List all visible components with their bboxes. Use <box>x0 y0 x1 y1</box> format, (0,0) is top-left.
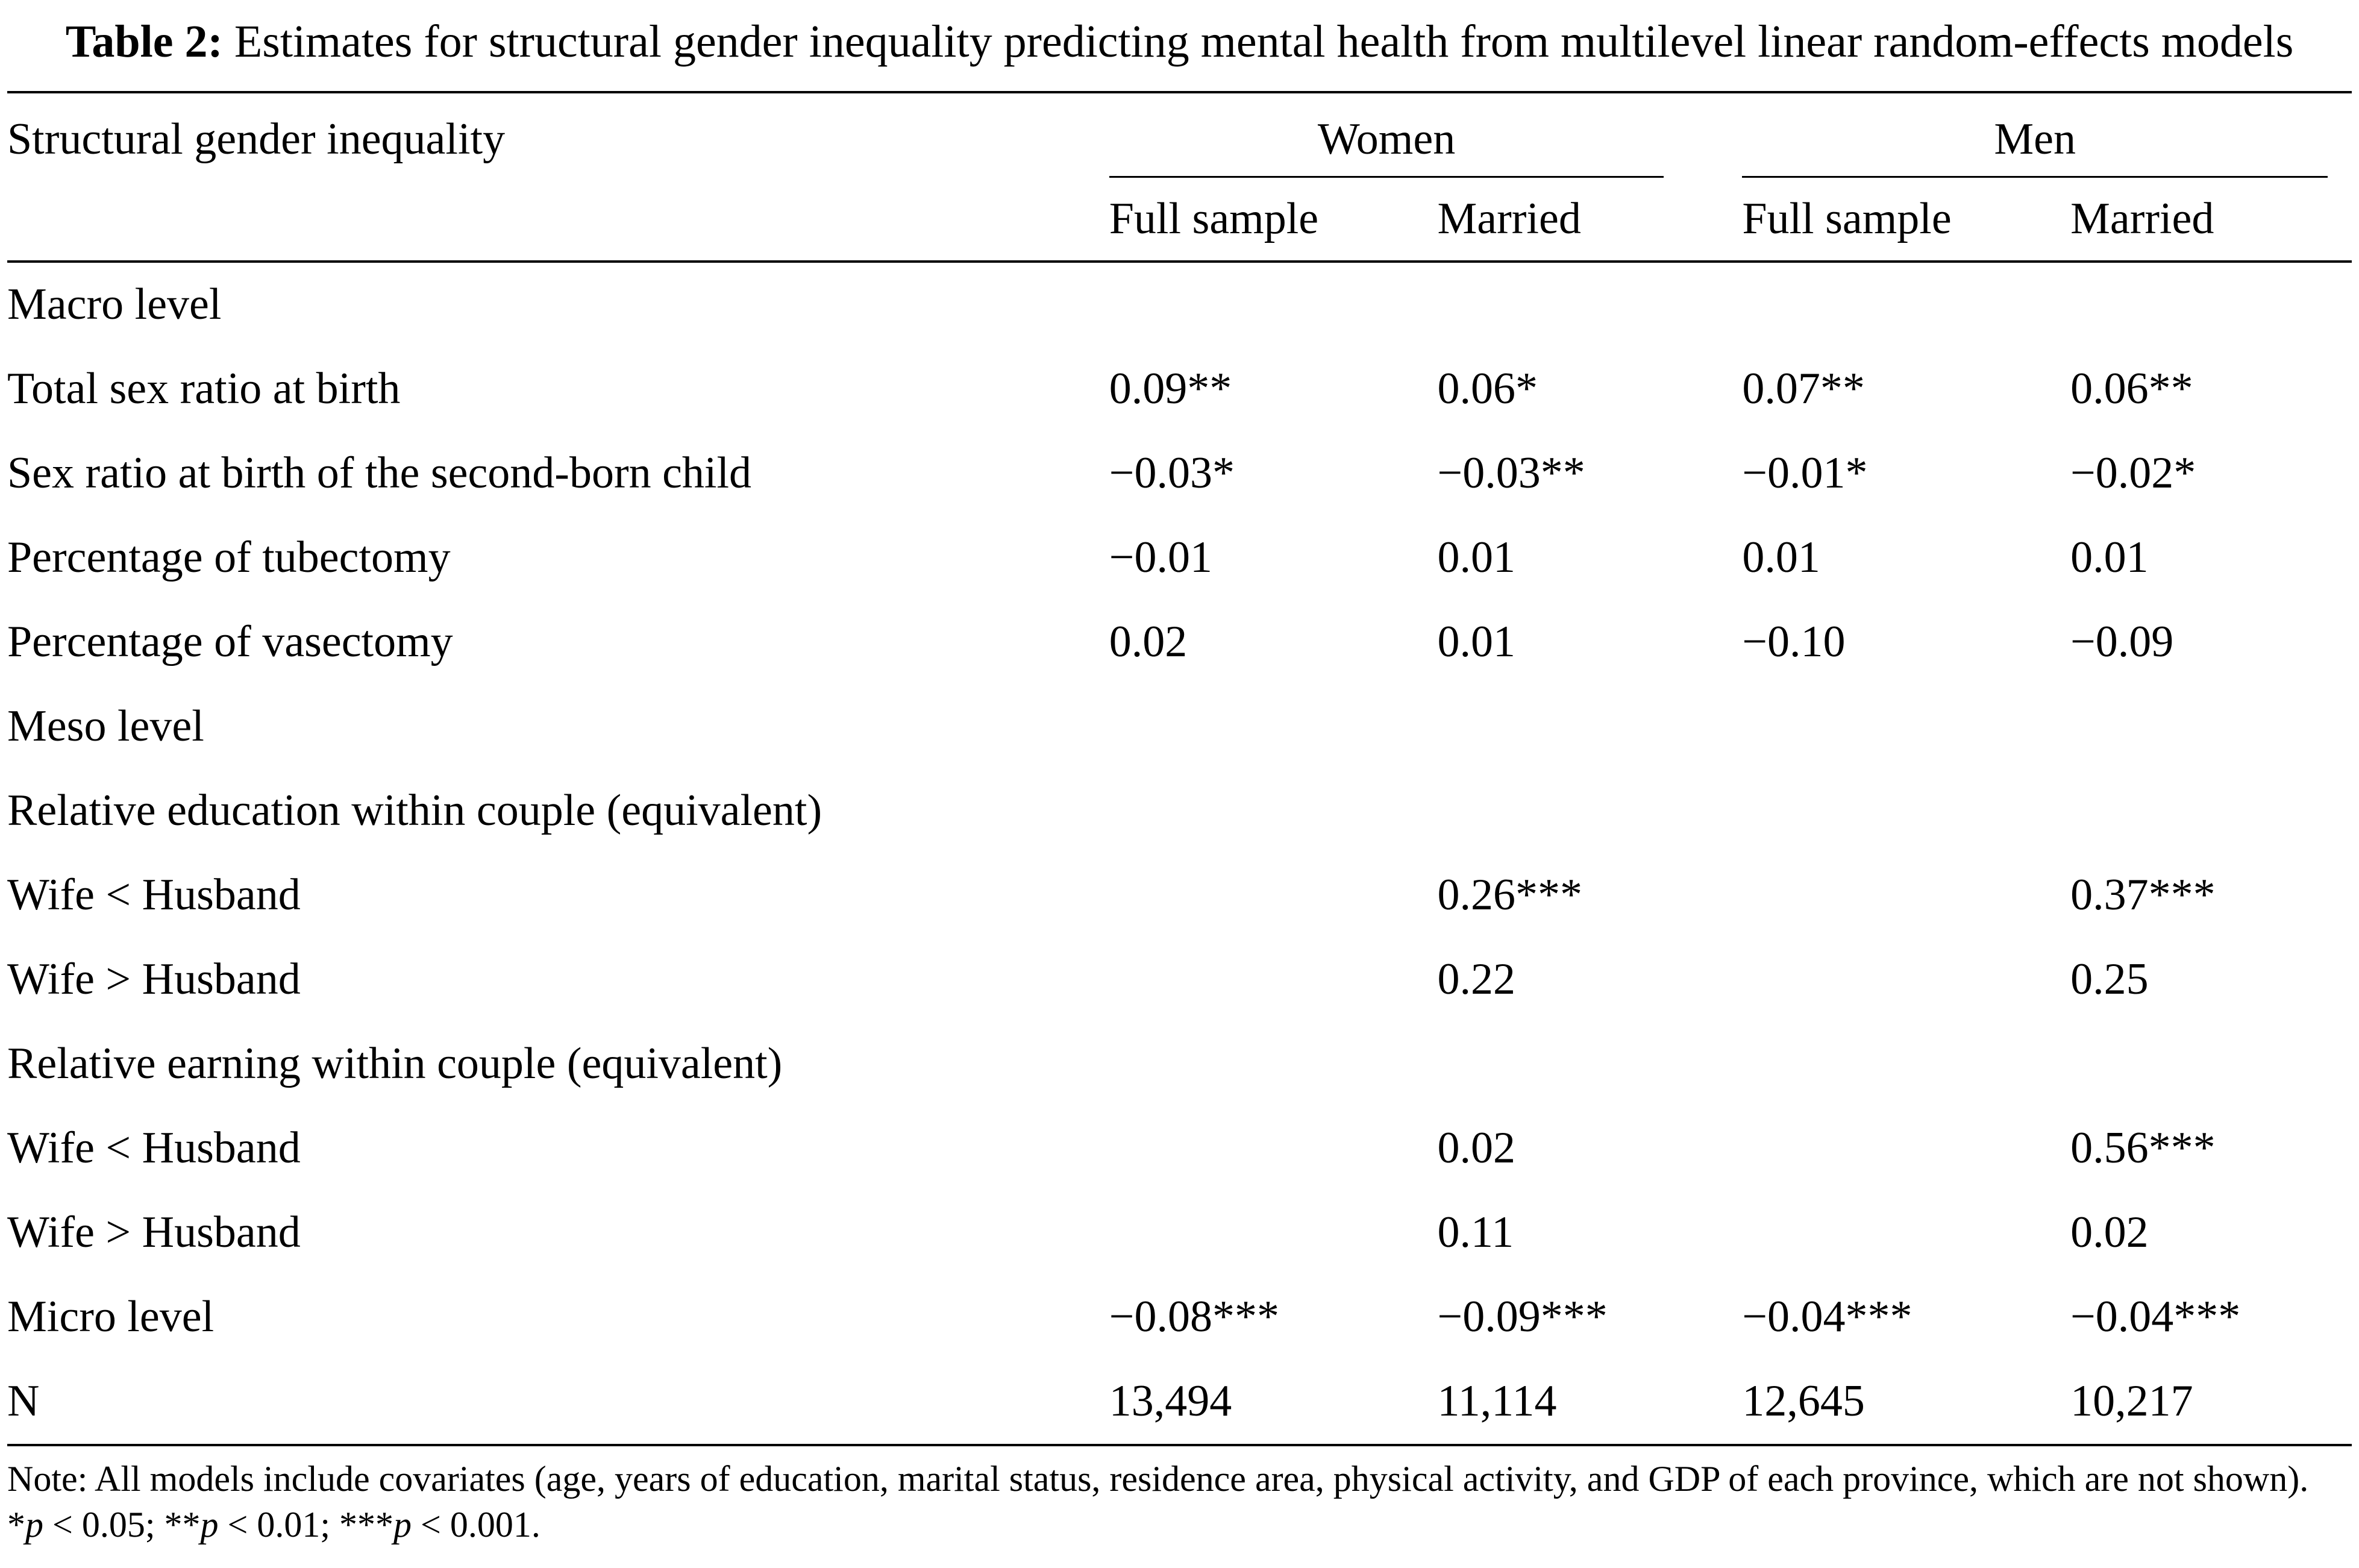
table-title-label: Table 2: <box>65 16 223 67</box>
row-label: Meso level <box>7 701 204 751</box>
cell-men-full: −0.10 <box>1742 616 1846 666</box>
row-label: Wife < Husband <box>7 1123 301 1173</box>
group-header-women: Women <box>1109 114 1664 178</box>
table-row <box>7 938 2352 1022</box>
cell-men-full: 0.07** <box>1742 363 1865 413</box>
cell-men-married: 0.06** <box>2070 363 2193 413</box>
table-row <box>7 347 2352 431</box>
cell-women-full <box>1109 1191 1438 1275</box>
row-label: Total sex ratio at birth <box>7 363 401 413</box>
row-label: Relative earning within couple (equivalent) <box>7 1038 783 1088</box>
cell-men-full <box>1742 1106 2070 1191</box>
cell-women-full <box>1109 1022 1438 1106</box>
cell-women-married <box>1438 1022 1743 1106</box>
group-header-row <box>7 92 2352 178</box>
group-header-men-cell <box>1742 92 2352 178</box>
cell-men-married <box>2070 685 2352 769</box>
row-label: Wife > Husband <box>7 954 301 1004</box>
cell-men-married: −0.02* <box>2070 448 2196 498</box>
group-header-women-cell <box>1109 92 1743 178</box>
cell-women-full <box>1109 262 1438 347</box>
cell-men-married: 0.37*** <box>2070 870 2216 920</box>
col-header-men-married: Married <box>2070 178 2352 262</box>
cell-women-married: 0.01 <box>1437 616 1515 666</box>
cell-men-married: −0.04*** <box>2070 1291 2241 1341</box>
cell-women-full: −0.03* <box>1109 448 1235 498</box>
table-row <box>7 1022 2352 1106</box>
note-sig3-stars: *** <box>339 1505 394 1545</box>
cell-men-married: 0.01 <box>2070 532 2149 582</box>
cell-women-married: 0.06* <box>1437 363 1538 413</box>
note-sig3-p: p <box>393 1505 412 1545</box>
cell-women-full: 0.02 <box>1109 616 1188 666</box>
table-row <box>7 1191 2352 1275</box>
row-label: Wife < Husband <box>7 870 301 920</box>
cell-women-married: −0.09*** <box>1437 1291 1608 1341</box>
note-sig2-threshold: < 0.01; <box>218 1505 340 1545</box>
table-title-text: Estimates for structural gender inequality predicting mental health from multilevel linear random-effects models <box>222 16 2294 67</box>
cell-men-married: 0.25 <box>2070 954 2149 1004</box>
cell-men-full: −0.04*** <box>1742 1291 1913 1341</box>
table-row <box>7 769 2352 853</box>
cell-women-married: 0.22 <box>1437 954 1515 1004</box>
table-title <box>59 11 2301 73</box>
note-sig1-threshold: < 0.05; <box>43 1505 164 1545</box>
cell-women-full <box>1109 853 1438 938</box>
cell-men-married <box>2070 769 2352 853</box>
cell-men-full <box>1742 853 2070 938</box>
cell-men-full <box>1742 938 2070 1022</box>
row-label: Micro level <box>7 1291 215 1341</box>
cell-women-full: −0.08*** <box>1109 1291 1279 1341</box>
row-label: Percentage of vasectomy <box>7 616 453 666</box>
cell-men-full <box>1742 685 2070 769</box>
col-header-women-married: Married <box>1438 178 1743 262</box>
cell-women-married: 0.02 <box>1437 1123 1515 1173</box>
cell-men-full <box>1742 1191 2070 1275</box>
cell-women-married: 0.26*** <box>1437 870 1582 920</box>
table-row <box>7 600 2352 685</box>
table-row <box>7 1359 2352 1445</box>
cell-women-full <box>1109 1106 1438 1191</box>
row-label: Macro level <box>7 279 222 329</box>
cell-men-full: −0.01* <box>1742 448 1868 498</box>
results-table <box>7 91 2352 1446</box>
table-row <box>7 516 2352 600</box>
row-label: N <box>7 1359 1109 1445</box>
cell-women-married <box>1438 262 1743 347</box>
cell-men-married <box>2070 1022 2352 1106</box>
cell-women-full <box>1109 685 1438 769</box>
table-row <box>7 853 2352 938</box>
cell-men-married: 10,217 <box>2070 1359 2352 1445</box>
col-header-men-full: Full sample <box>1742 178 2070 262</box>
cell-men-married: 0.02 <box>2070 1207 2149 1257</box>
note-sig3-threshold: < 0.001. <box>412 1505 540 1545</box>
row-label: Sex ratio at birth of the second-born child <box>7 448 752 498</box>
cell-women-full: 13,494 <box>1109 1359 1438 1445</box>
table-row <box>7 262 2352 347</box>
cell-men-full <box>1742 262 2070 347</box>
cell-women-full: 0.09** <box>1109 363 1232 413</box>
cell-women-married: −0.03** <box>1437 448 1585 498</box>
cell-women-full <box>1109 769 1438 853</box>
cell-men-full <box>1742 1022 2070 1106</box>
note-sig1-stars: * <box>7 1505 25 1545</box>
cell-women-married <box>1438 685 1743 769</box>
cell-women-full <box>1109 938 1438 1022</box>
col-header-women-full: Full sample <box>1109 178 1438 262</box>
group-header-men: Men <box>1742 114 2328 178</box>
note-sig1-p: p <box>25 1505 43 1545</box>
cell-men-married <box>2070 262 2352 347</box>
table-row <box>7 1106 2352 1191</box>
cell-men-married: 0.56*** <box>2070 1123 2216 1173</box>
row-label: Relative education within couple (equivalent) <box>7 785 822 835</box>
stub-header: Structural gender inequality <box>7 92 1109 262</box>
table-row <box>7 1275 2352 1359</box>
cell-women-married: 11,114 <box>1438 1359 1743 1445</box>
cell-men-full: 0.01 <box>1742 532 1820 582</box>
table-row <box>7 431 2352 516</box>
note-body: Note: All models include covariates (age, years of education, marital status, residence area, physical activity, and GDP of each province, which are not shown). <box>7 1458 2309 1499</box>
row-label: Wife > Husband <box>7 1207 301 1257</box>
note-sig2-p: p <box>200 1505 219 1545</box>
cell-women-married: 0.11 <box>1437 1207 1514 1257</box>
table-note <box>7 1456 2351 1549</box>
cell-women-married: 0.01 <box>1437 532 1515 582</box>
cell-men-full <box>1742 769 2070 853</box>
cell-men-full: 12,645 <box>1742 1359 2070 1445</box>
row-label: Percentage of tubectomy <box>7 532 451 582</box>
cell-women-married <box>1438 769 1743 853</box>
cell-women-full: −0.01 <box>1109 532 1212 582</box>
table-row <box>7 685 2352 769</box>
cell-men-married: −0.09 <box>2070 616 2174 666</box>
note-sig2-stars: ** <box>164 1505 201 1545</box>
